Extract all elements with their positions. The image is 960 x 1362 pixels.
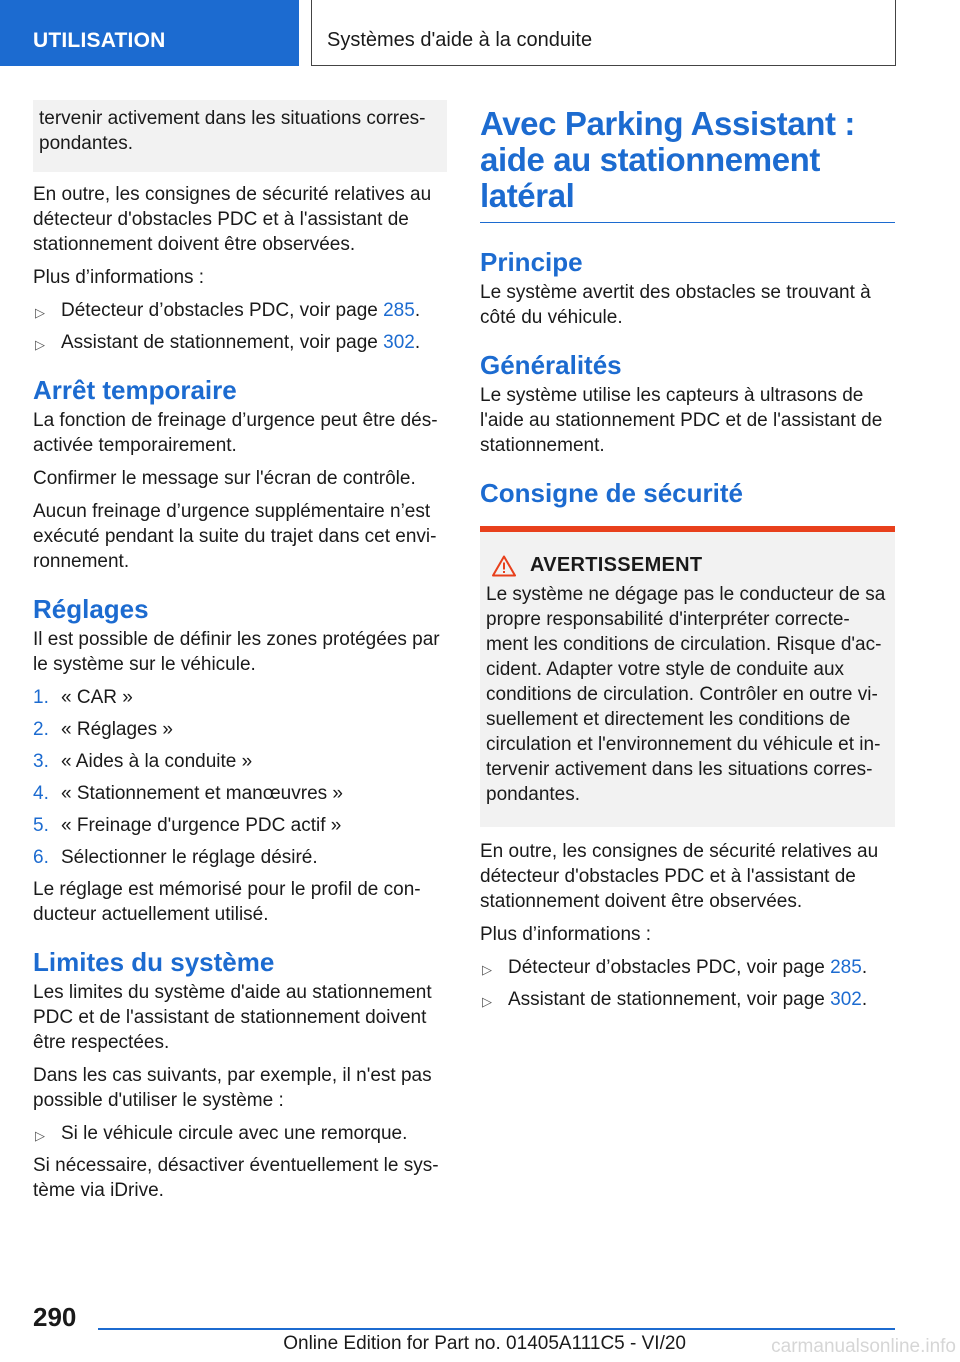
limits-paragraph-3: Si nécessaire, désactiver éventuellement le sys-tème via iDrive. [33, 1155, 439, 1201]
heading-settings: Réglages [33, 594, 149, 624]
footer-divider [98, 1328, 895, 1330]
chapter-title: Systèmes d'aide à la conduite [327, 29, 593, 51]
warning-continuation-box [33, 100, 447, 172]
heading-general: Généralités [480, 350, 622, 380]
left-column [33, 100, 447, 1211]
list-item: ▷ Détecteur d’obstacles PDC, voir page 285. [480, 955, 895, 980]
edition-text: Online Edition for Part no. 01405A111C5 - VI/20 [283, 1333, 686, 1354]
safety-paragraph: En outre, les consignes de sécurité relatives au détecteur d'obstacles PDC et à l'assistant de stationnement doivent être observées. [480, 841, 879, 912]
step-item: 6. Sélectionner le réglage désiré. [33, 847, 318, 868]
more-info-label: Plus d’informations : [33, 267, 205, 288]
safety-paragraph: En outre, les consignes de sécurité relatives au détecteur d'obstacles PDC et à l'assistant de stationnement doivent être observées. [33, 184, 432, 255]
step-number: 2. [33, 719, 49, 740]
pause-paragraph-2: Confirmer le message sur l'écran de contrôle. [33, 468, 416, 489]
triangle-right-icon: ▷ [482, 962, 492, 977]
settings-paragraph: Il est possible de définir les zones protégées par le système sur le véhicule. [33, 629, 440, 675]
limits-paragraph-1: Les limites du système d'aide au stationnement PDC et de l'assistant de stationnement doivent être respectées. [33, 982, 432, 1053]
warning-box [480, 526, 895, 827]
section-title: UTILISATION [33, 29, 166, 52]
step-item: 5. « Freinage d'urgence PDC actif » [33, 815, 342, 836]
principle-paragraph: Le système avertit des obstacles se trouvant à côté du véhicule. [480, 282, 871, 328]
limits-list [33, 1121, 447, 1146]
settings-steps [33, 685, 447, 870]
page-number: 290 [33, 1302, 77, 1332]
list-item: ▷ Assistant de stationnement, voir page 302. [480, 987, 895, 1012]
right-column [480, 104, 895, 1019]
triangle-right-icon: ▷ [35, 305, 45, 320]
step-number: 1. [33, 687, 49, 708]
limits-paragraph-2: Dans les cas suivants, par exemple, il n'est pas possible d'utiliser le système : [33, 1065, 432, 1111]
heading-safety-note: Consigne de sécurité [480, 478, 743, 508]
step-number: 3. [33, 751, 49, 772]
page-link-285[interactable]: 285 [383, 300, 415, 321]
triangle-right-icon: ▷ [482, 994, 492, 1009]
step-item: 1. « CAR » [33, 687, 133, 708]
step-number: 5. [33, 815, 49, 836]
heading-temporary-stop: Arrêt temporaire [33, 375, 237, 405]
step-number: 6. [33, 847, 49, 868]
pause-paragraph-3: Aucun freinage d’urgence supplémentaire n’est exécuté pendant la suite du trajet dans cet envi-ronnement. [33, 501, 437, 572]
general-paragraph: Le système utilise les capteurs à ultrasons de l'aide au stationnement PDC et de l'assistant de stationnement. [480, 385, 883, 456]
page-link-302[interactable]: 302 [830, 989, 862, 1010]
warning-header [486, 554, 889, 577]
heading-principle: Principe [480, 247, 583, 277]
page-link-285[interactable]: 285 [830, 957, 862, 978]
warning-text: Le système ne dégage pas le conducteur de sa propre responsabilité d'interpréter correcte-ment les conditions de circulation. Risque d'ac-cident. Adapter votre style de conduite aux conditions de circulation. Contrôler en outre vi-suellement et directement les conditions de circulation et l'environnement du véhicule et in-tervenir activement dans les situations corres-pondantes. [486, 584, 886, 805]
list-item: ▷ Assistant de stationnement, voir page 302. [33, 330, 447, 355]
list-item: ▷ Détecteur d’obstacles PDC, voir page 285. [33, 298, 447, 323]
triangle-right-icon: ▷ [35, 1128, 45, 1143]
chapter-header [311, 0, 896, 66]
reference-list [33, 298, 447, 355]
triangle-right-icon: ▷ [35, 337, 45, 352]
step-item: 3. « Aides à la conduite » [33, 751, 253, 772]
more-info-label: Plus d’informations : [480, 924, 652, 945]
main-heading: Avec Parking Assistant : aide au stationnement latéral [480, 106, 895, 223]
section-tab [0, 0, 299, 66]
page-link-302[interactable]: 302 [383, 332, 415, 353]
list-item: ▷ Si le véhicule circule avec une remorque. [33, 1121, 447, 1146]
warning-title: AVERTISSEMENT [530, 554, 703, 576]
reference-list [480, 955, 895, 1012]
watermark-text: carmanualsonline.info [771, 1336, 956, 1357]
warning-triangle-icon [492, 555, 516, 577]
step-number: 4. [33, 783, 49, 804]
pause-paragraph-1: La fonction de freinage d’urgence peut être dés-activée temporairement. [33, 410, 438, 456]
heading-system-limits: Limites du système [33, 947, 275, 977]
step-item: 4. « Stationnement et manœuvres » [33, 783, 343, 804]
step-item: 2. « Réglages » [33, 719, 173, 740]
box-continuation-text: tervenir activement dans les situations corres-pondantes. [39, 108, 426, 154]
saved-paragraph: Le réglage est mémorisé pour le profil de con-ducteur actuellement utilisé. [33, 879, 421, 925]
